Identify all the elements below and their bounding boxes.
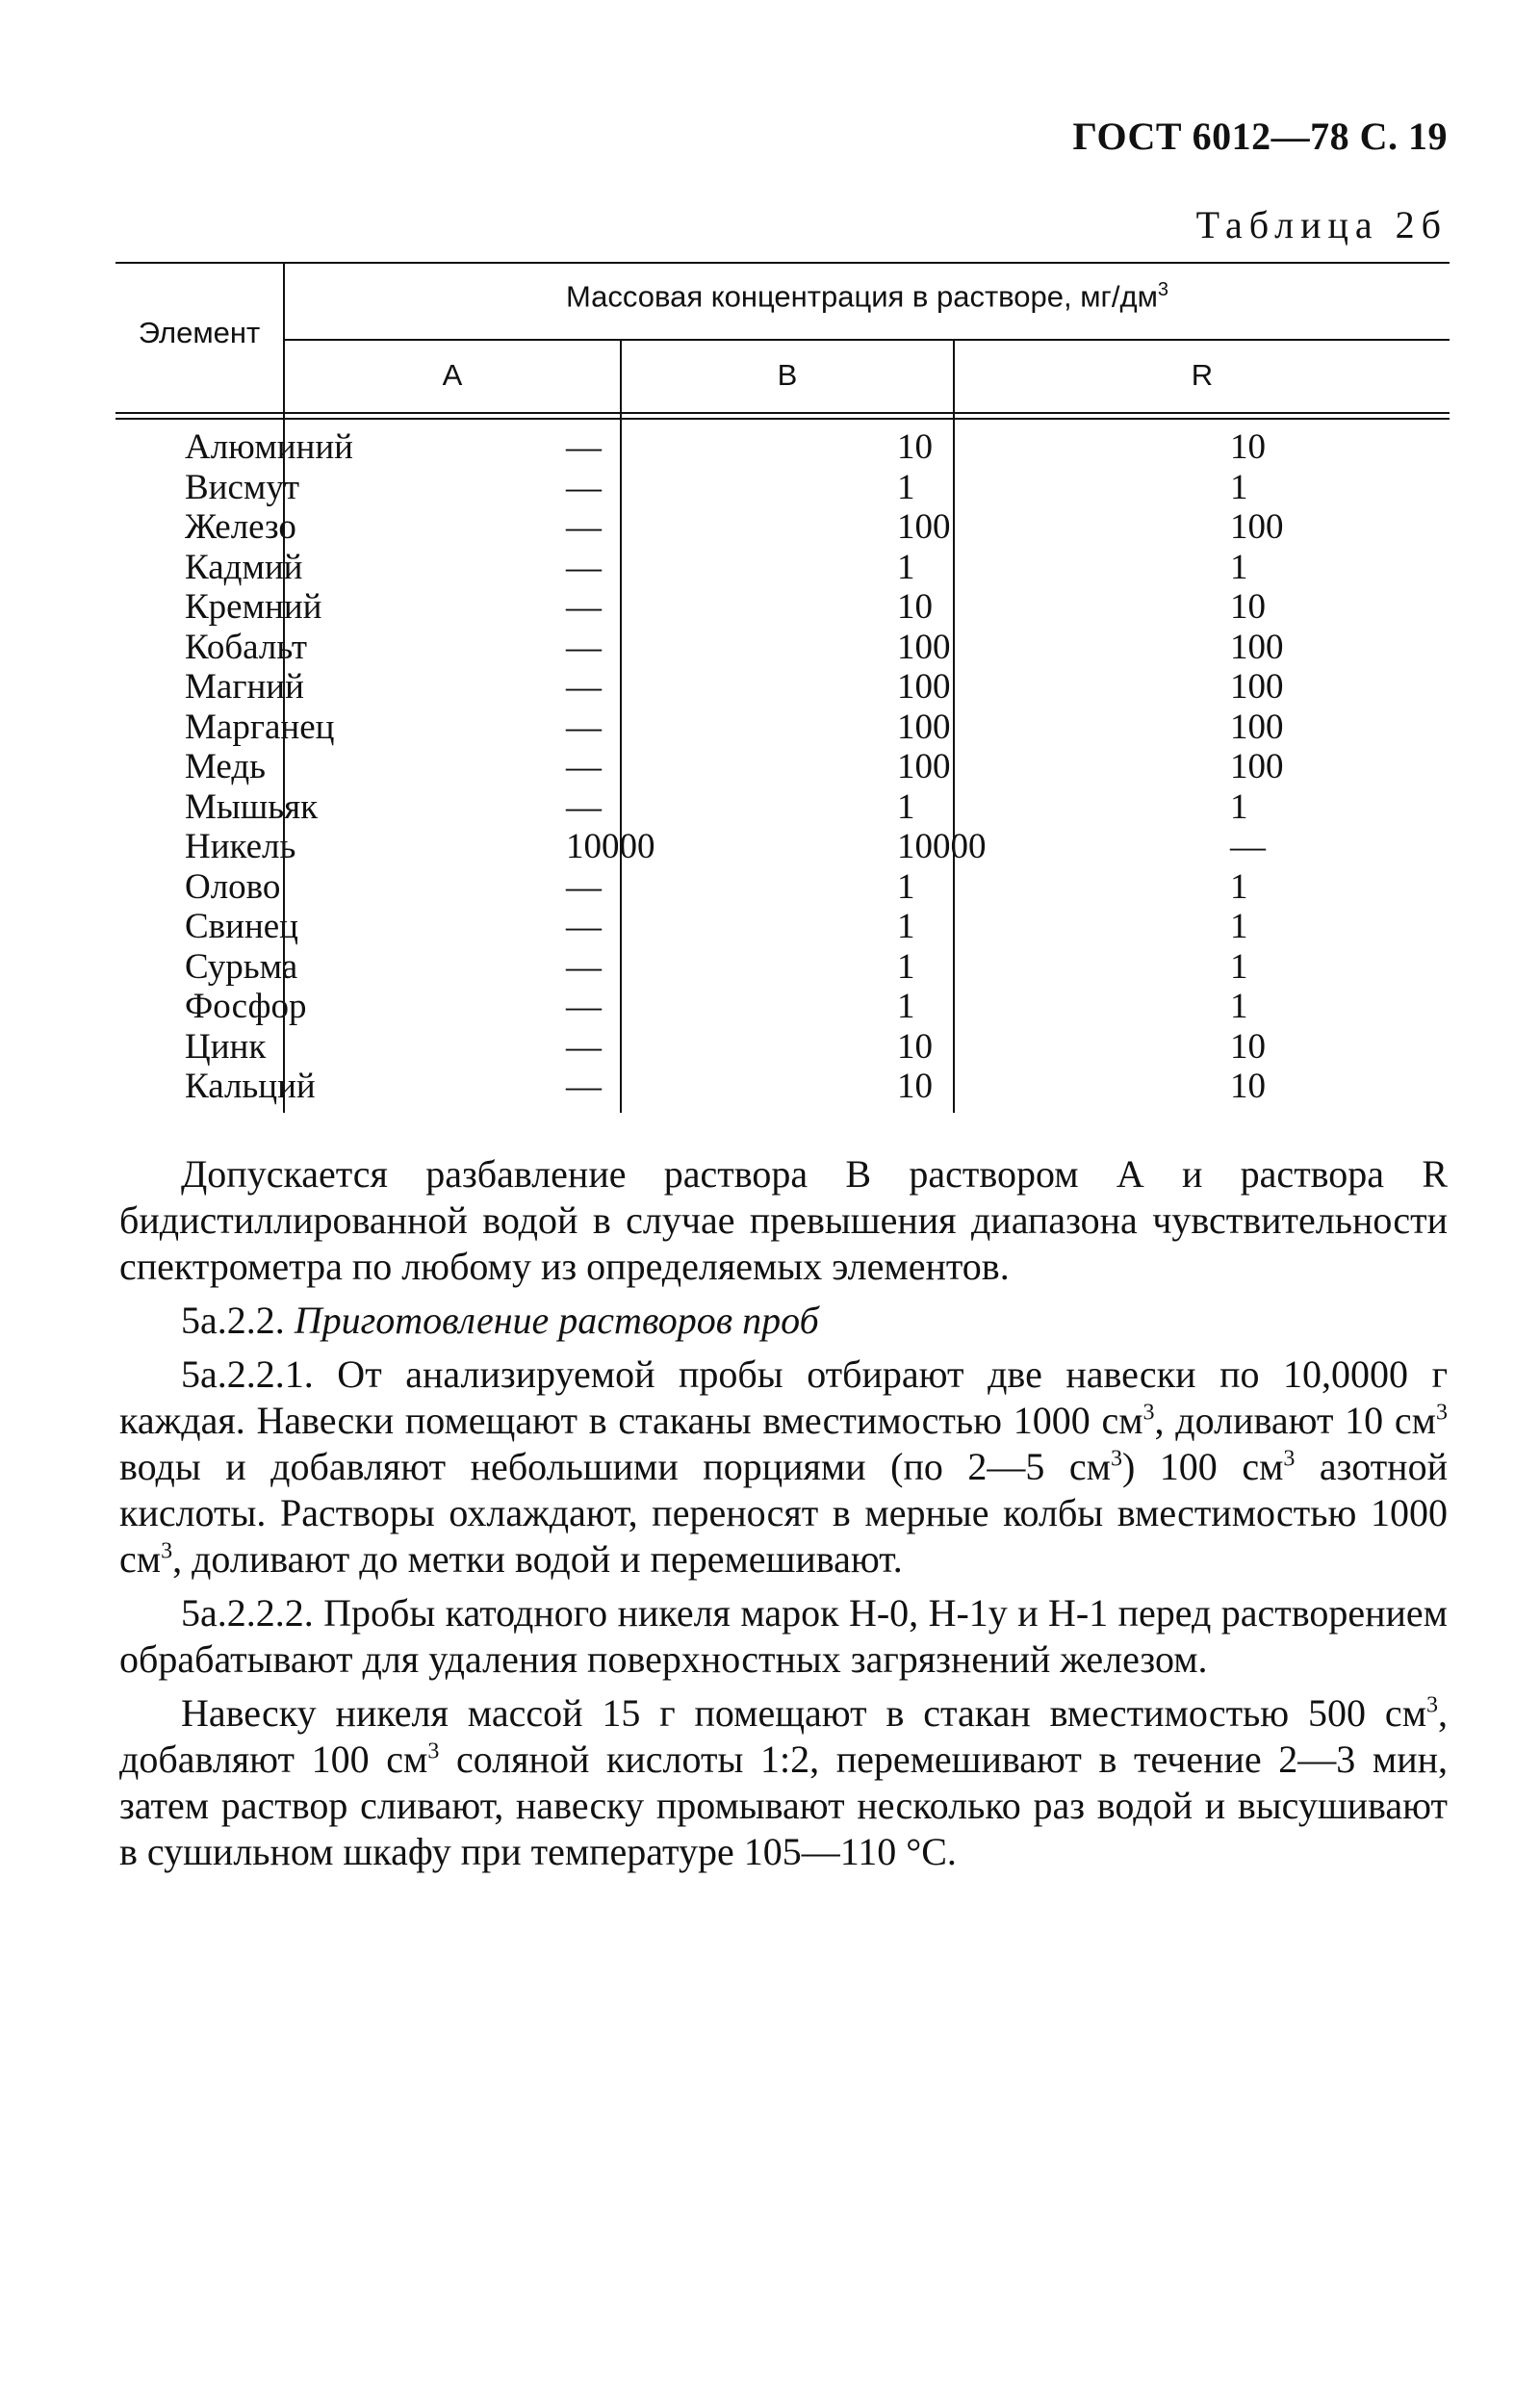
cell-a: — <box>566 627 602 667</box>
cell-a: — <box>566 507 602 547</box>
cell-b: 100 <box>897 707 951 747</box>
cell-element: Олово <box>185 866 281 907</box>
paragraph-5a2-2-2: 5а.2.2.2. Пробы катодного никеля марок Н-0, Н-1у и Н-1 перед растворением обрабатывают для удаления поверхностных загрязнений железом. <box>119 1591 1448 1681</box>
header-bottom-rule-2 <box>116 418 1450 420</box>
superscript: 3 <box>1142 1400 1155 1426</box>
cell-r: 1 <box>1230 786 1248 827</box>
page-header: ГОСТ 6012—78 С. 19 <box>1072 115 1448 158</box>
cell-r: 100 <box>1230 627 1284 667</box>
cell-r: 10 <box>1230 427 1266 467</box>
header-element: Элемент <box>138 316 261 349</box>
cell-r: 1 <box>1230 467 1248 507</box>
cell-a: — <box>566 707 602 747</box>
table-row <box>116 947 1450 988</box>
cell-b: 10 <box>897 1026 933 1067</box>
cell-b: 1 <box>897 907 915 946</box>
dilution-paragraph: Допускается разбавление раствора В раствором А и раствора R бидистиллированной водой в случае превышения диапазона чувствительности спектрометра по любому из определяемых элементов. <box>119 1152 1448 1288</box>
cell-b: 1 <box>897 866 915 907</box>
cell-a: — <box>566 667 602 707</box>
text-run: ) 100 см <box>1121 1445 1284 1488</box>
cell-b: 1 <box>897 946 915 987</box>
table-row <box>116 1027 1450 1068</box>
body-text <box>119 1151 1448 1883</box>
text-run: Навеску никеля массой 15 г помещают в стакан вместимостью 500 см <box>181 1691 1426 1735</box>
cell-b: 100 <box>897 667 951 707</box>
table-top-rule <box>116 262 1450 264</box>
cell-element: Свинец <box>185 907 298 946</box>
cell-r: 10 <box>1230 587 1266 627</box>
cell-r: 100 <box>1230 667 1284 707</box>
cell-b: 100 <box>897 747 951 786</box>
cell-r: 10 <box>1230 1026 1266 1067</box>
table-row <box>116 548 1450 588</box>
cell-a: — <box>566 1026 602 1067</box>
header-col-a: A <box>442 358 463 392</box>
cell-a: — <box>566 1067 602 1106</box>
table-row <box>116 747 1450 787</box>
cell-b: 1 <box>897 467 915 507</box>
cell-r: 100 <box>1230 507 1284 547</box>
cell-element: Алюминий <box>185 427 353 467</box>
table-body <box>116 427 1450 1107</box>
header-bottom-rule <box>116 412 1450 414</box>
cell-a: — <box>566 786 602 827</box>
cell-element: Кобальт <box>185 627 308 667</box>
cell-b: 10 <box>897 427 933 467</box>
text-run: , доливают 10 см <box>1154 1399 1436 1442</box>
text-run: , добавляют 100 см <box>119 1691 1448 1781</box>
table-row <box>116 1067 1450 1107</box>
cell-a: — <box>566 987 602 1026</box>
cell-element: Кадмий <box>185 547 303 587</box>
cell-element: Марганец <box>185 707 335 747</box>
header-mass-concentration <box>285 279 1450 314</box>
cell-b: 1 <box>897 547 915 587</box>
header-col-r: R <box>1191 358 1214 392</box>
cell-r: 100 <box>1230 747 1284 786</box>
cell-r: 1 <box>1230 987 1248 1026</box>
header-unit-superscript: 3 <box>1157 279 1169 300</box>
cell-element: Никель <box>185 827 296 866</box>
cell-element: Сурьма <box>185 946 298 987</box>
cell-a: — <box>566 587 602 627</box>
section-title: Приготовление растворов проб <box>294 1299 819 1342</box>
cell-b: 100 <box>897 507 951 547</box>
text-run: 5а.2.2.1. От анализируемой пробы отбирают две навески по 10,0000 г каждая. Навески помещают в стаканы вместимостью 1000 см <box>119 1352 1448 1442</box>
cell-r: 1 <box>1230 907 1248 946</box>
cell-b: 10 <box>897 587 933 627</box>
cell-a: — <box>566 907 602 946</box>
section-heading <box>119 1298 1448 1344</box>
table-row <box>116 987 1450 1027</box>
header-col-b: B <box>777 358 798 392</box>
superscript: 3 <box>1283 1446 1296 1472</box>
cell-b: 100 <box>897 627 951 667</box>
table-row <box>116 827 1450 867</box>
cell-r: 10 <box>1230 1067 1266 1106</box>
cell-r: 1 <box>1230 946 1248 987</box>
header-mass-concentration-text: Массовая концентрация в растворе, мг/дм <box>565 279 1158 314</box>
cell-a: — <box>566 467 602 507</box>
cell-a: — <box>566 866 602 907</box>
cell-a: — <box>566 747 602 786</box>
cell-r: — <box>1230 827 1266 866</box>
text-run: азотной кислоты. Растворы охлаждают, переносят в мерные колбы вместимостью 1000 см <box>119 1445 1448 1581</box>
table-row <box>116 787 1450 828</box>
cell-a: 10000 <box>566 827 655 866</box>
cell-a: — <box>566 547 602 587</box>
superscript: 3 <box>427 1738 440 1764</box>
table-row <box>116 867 1450 908</box>
cell-a: — <box>566 946 602 987</box>
table-row <box>116 587 1450 628</box>
cell-element: Железо <box>185 507 296 547</box>
cell-b: 1 <box>897 786 915 827</box>
table-row <box>116 708 1450 748</box>
cell-element: Цинк <box>185 1026 267 1067</box>
cell-element: Магний <box>185 667 304 707</box>
cell-element: Мышьяк <box>185 786 319 827</box>
superscript: 3 <box>161 1538 173 1564</box>
cell-element: Кальций <box>185 1067 316 1106</box>
section-number: 5а.2.2. <box>181 1299 285 1342</box>
concentration-table <box>116 262 1450 1113</box>
table-row <box>116 907 1450 947</box>
cell-b: 10000 <box>897 827 987 866</box>
cell-r: 100 <box>1230 707 1284 747</box>
table-row <box>116 667 1450 708</box>
superscript: 3 <box>1110 1446 1122 1472</box>
subheader-rule <box>284 339 1450 341</box>
cell-element: Висмут <box>185 467 299 507</box>
text-run: , доливают до метки водой и перемешивают. <box>172 1537 903 1581</box>
table-row <box>116 427 1450 468</box>
table-caption: Таблица 2б <box>1195 203 1448 246</box>
cell-element: Кремний <box>185 587 322 627</box>
cell-b: 10 <box>897 1067 933 1106</box>
nickel-sample-paragraph <box>119 1690 1448 1875</box>
cell-b: 1 <box>897 987 915 1026</box>
cell-element: Медь <box>185 747 267 786</box>
superscript: 3 <box>1426 1692 1438 1718</box>
text-run: соляной кислоты 1:2, перемешивают в течение 2—3 мин, затем раствор сливают, навеску промывают несколько раз водой и высушивают в сушильном шкафу при температуре 105—110 °С. <box>119 1738 1449 1873</box>
superscript: 3 <box>1436 1400 1448 1426</box>
table-row <box>116 628 1450 668</box>
text-run: воды и добавляют небольшими порциями (по 2—5 см <box>119 1445 1111 1488</box>
cell-element: Фосфор <box>185 987 307 1026</box>
cell-a: — <box>566 427 602 467</box>
paragraph-5a2-2-1 <box>119 1352 1448 1583</box>
cell-r: 1 <box>1230 547 1248 587</box>
table-row <box>116 468 1450 508</box>
table-row <box>116 507 1450 548</box>
cell-r: 1 <box>1230 866 1248 907</box>
